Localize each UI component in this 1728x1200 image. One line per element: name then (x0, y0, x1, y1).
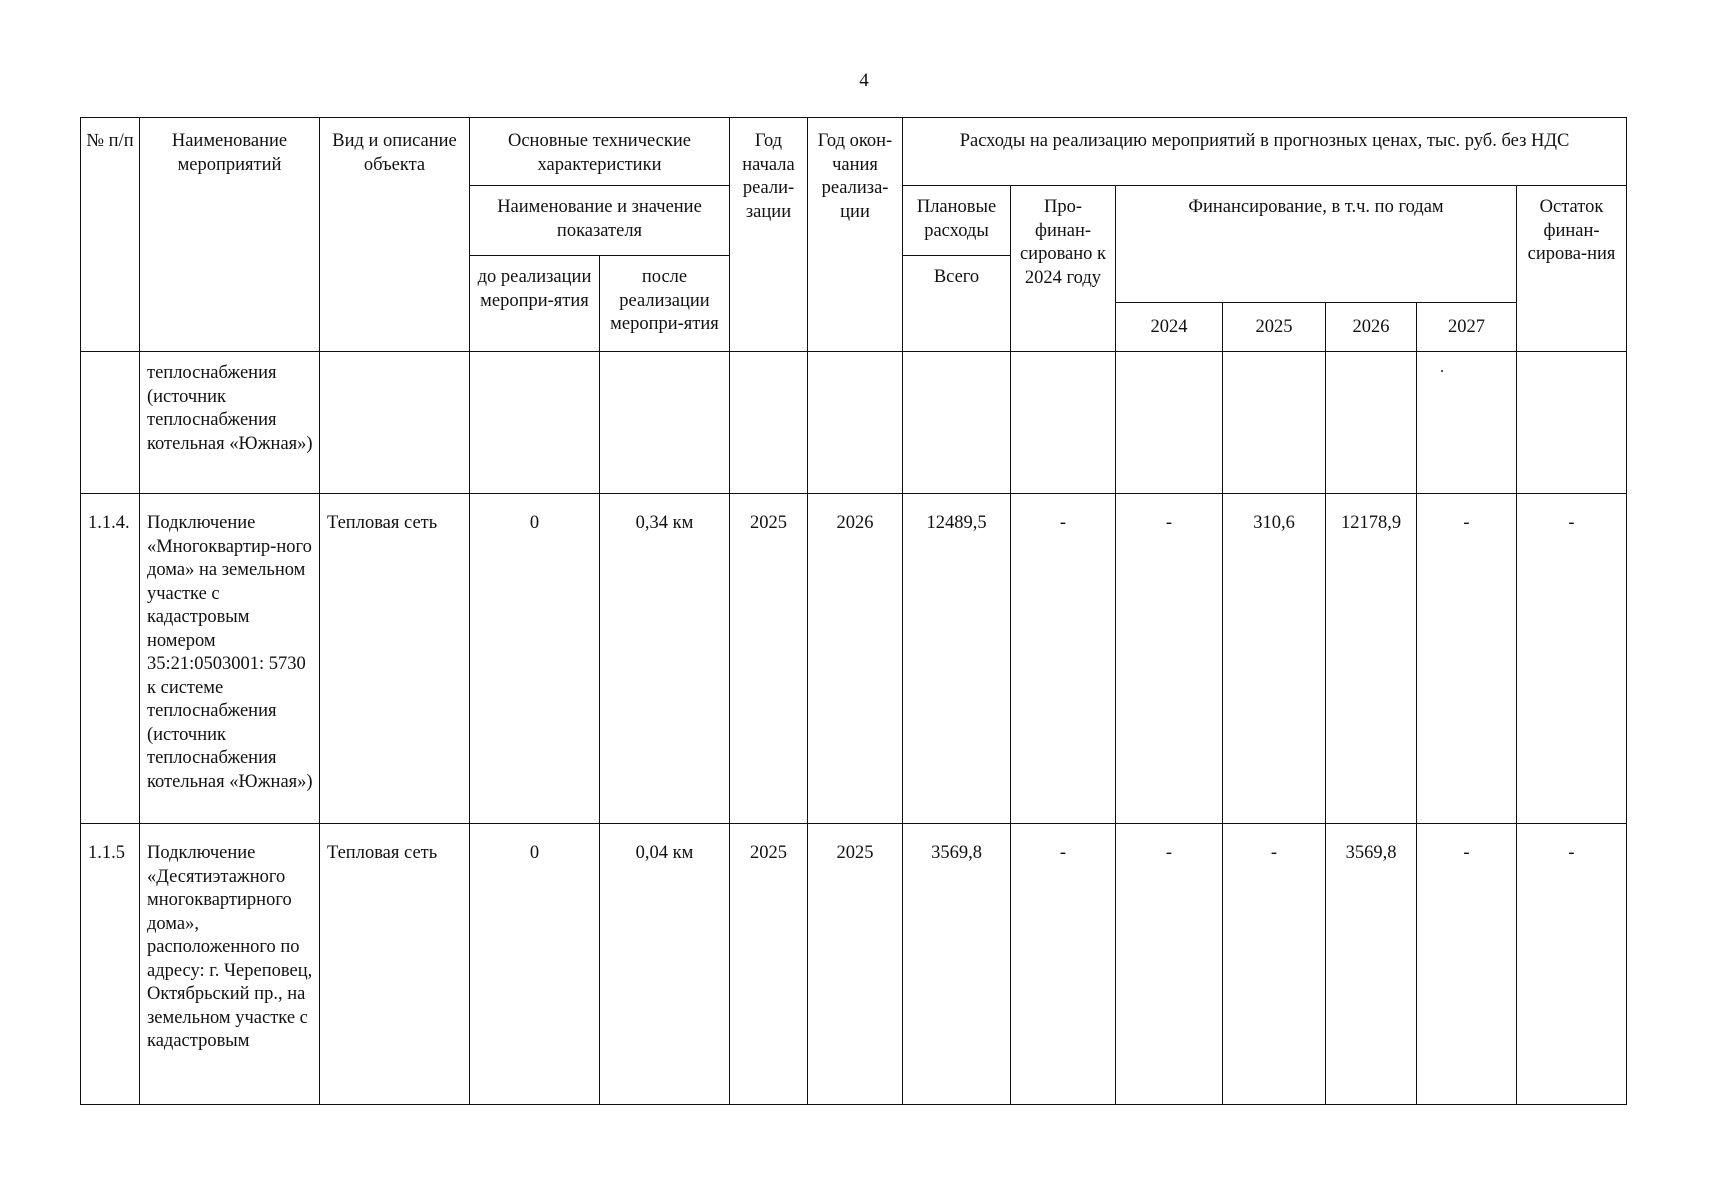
row-name: теплоснабжения (источник теплоснабжения котельная «Южная») (140, 352, 320, 494)
header-before: до реализации меропри-ятия (470, 256, 600, 352)
row-remainder: - (1517, 824, 1627, 1105)
header-year-2026: 2026 (1326, 303, 1417, 352)
header-type: Вид и описание объекта (320, 118, 470, 352)
row-total: 12489,5 (903, 494, 1011, 824)
row-year-start: 2025 (730, 494, 808, 824)
row-2027 (1417, 352, 1517, 494)
row-remainder (1517, 352, 1627, 494)
row-financed: - (1011, 494, 1116, 824)
row-2026: 3569,8 (1326, 824, 1417, 1105)
row-total (903, 352, 1011, 494)
row-name: Подключение «Десятиэтажного многоквартирного дома», расположенного по адресу: г. Череповец, Октябрьский пр., на земельном участке с кадастровым (140, 824, 320, 1105)
row-num (81, 352, 140, 494)
page-number: 4 (859, 70, 869, 91)
row-before: 0 (470, 494, 600, 824)
row-type (320, 352, 470, 494)
row-type: Тепловая сеть (320, 824, 470, 1105)
row-remainder: - (1517, 494, 1627, 824)
expenses-table (80, 117, 1627, 1105)
row-2024: - (1116, 494, 1223, 824)
row-before: 0 (470, 824, 600, 1105)
row-2025: 310,6 (1223, 494, 1326, 824)
row-after: 0,04 км (600, 824, 730, 1105)
header-total: Всего (903, 256, 1011, 352)
row-year-end: 2026 (808, 494, 903, 824)
header-indicator: Наименование и значение показателя (470, 186, 730, 256)
header-name: Наименование мероприятий (140, 118, 320, 352)
row-2026 (1326, 352, 1417, 494)
header-year-2024: 2024 (1116, 303, 1223, 352)
row-after (600, 352, 730, 494)
row-year-end (808, 352, 903, 494)
row-num: 1.1.5 (81, 824, 140, 1105)
header-year-2027: 2027 (1417, 303, 1517, 352)
row-type: Тепловая сеть (320, 494, 470, 824)
row-after: 0,34 км (600, 494, 730, 824)
row-2027: - (1417, 824, 1517, 1105)
row-name: Подключение «Многоквартир-ного дома» на земельном участке с кадастровым номером 35:21:0503001: 5730 к системе теплоснабжения (источник теплоснабжения котельная «Южная») (140, 494, 320, 824)
table-row (81, 352, 1627, 494)
header-year-start: Год начала реали-зации (730, 118, 808, 352)
row-2024: - (1116, 824, 1223, 1105)
header-remainder: Остаток финан-сирова-ния (1517, 186, 1627, 352)
row-financed (1011, 352, 1116, 494)
row-year-start: 2025 (730, 824, 808, 1105)
header-planned: Плановые расходы (903, 186, 1011, 256)
row-total: 3569,8 (903, 824, 1011, 1105)
header-expenses: Расходы на реализацию мероприятий в прогнозных ценах, тыс. руб. без НДС (903, 118, 1627, 186)
row-before (470, 352, 600, 494)
header-num: № п/п (81, 118, 140, 352)
header-after: после реализации меропри-ятия (600, 256, 730, 352)
row-2024 (1116, 352, 1223, 494)
row-year-start (730, 352, 808, 494)
row-financed: - (1011, 824, 1116, 1105)
header-year-2025: 2025 (1223, 303, 1326, 352)
table-row (81, 824, 1627, 1105)
header-year-end: Год окон-чания реализа-ции (808, 118, 903, 352)
row-year-end: 2025 (808, 824, 903, 1105)
header-tech: Основные технические характеристики (470, 118, 730, 186)
row-2026: 12178,9 (1326, 494, 1417, 824)
row-num: 1.1.4. (81, 494, 140, 824)
row-2027: - (1417, 494, 1517, 824)
table-row (81, 494, 1627, 824)
row-2025: - (1223, 824, 1326, 1105)
header-financed: Про-финан-сировано к 2024 году (1011, 186, 1116, 352)
row-2025 (1223, 352, 1326, 494)
header-financing: Финансирование, в т.ч. по годам (1116, 186, 1517, 303)
